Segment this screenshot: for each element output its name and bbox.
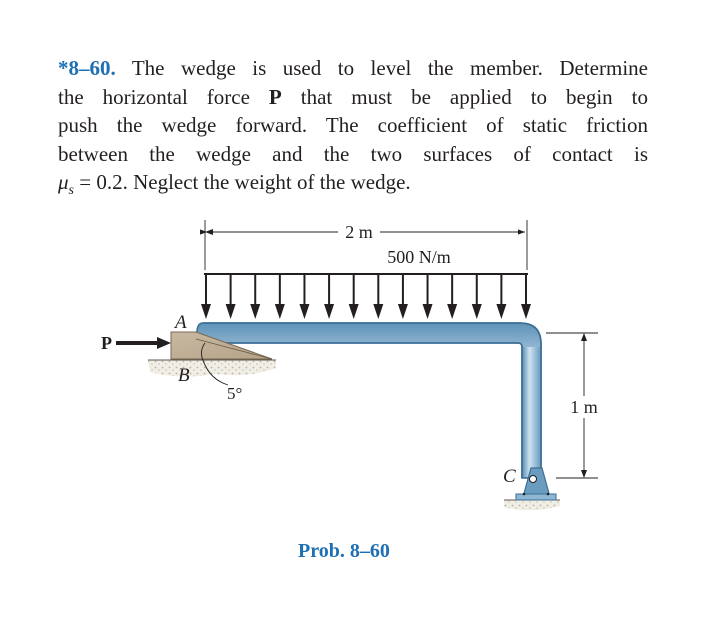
load-arrow-head bbox=[398, 304, 408, 319]
problem-number: *8–60. bbox=[58, 56, 116, 80]
problem-line-4: between the wedge and the two surfaces of contact is bbox=[58, 141, 648, 166]
friction-subscript: s bbox=[68, 183, 74, 199]
load-arrow-head bbox=[521, 304, 531, 319]
load-arrow-head bbox=[472, 304, 482, 319]
load-label: 500 N/m bbox=[387, 247, 451, 267]
load-arrow-head bbox=[250, 304, 260, 319]
load-arrow-head bbox=[447, 304, 457, 319]
load-arrow-head bbox=[324, 304, 334, 319]
friction-symbol: μ bbox=[58, 170, 69, 194]
load-arrow-head bbox=[349, 304, 359, 319]
force-symbol: P bbox=[268, 84, 282, 109]
angle-label: 5° bbox=[227, 384, 243, 403]
pin-support bbox=[503, 466, 560, 510]
load-arrow-head bbox=[373, 304, 383, 319]
load-arrow-head bbox=[275, 304, 285, 319]
load-arrow-head bbox=[299, 304, 309, 319]
point-b-label: B bbox=[178, 365, 190, 386]
problem-text-2a: the horizontal force bbox=[58, 84, 269, 109]
problem-text-2b: that must be applied to begin to bbox=[281, 84, 649, 109]
point-a-label: A bbox=[175, 312, 187, 333]
ground-left bbox=[148, 360, 276, 377]
problem-line-3: push the wedge forward. The coefficient of static friction bbox=[58, 113, 648, 137]
force-arrow bbox=[101, 333, 171, 353]
length-dimension bbox=[205, 220, 527, 270]
load-arrow-head bbox=[496, 304, 506, 319]
figure-caption: Prob. 8–60 bbox=[298, 540, 390, 562]
height-dimension bbox=[546, 333, 598, 478]
distributed-load bbox=[201, 247, 531, 319]
load-arrows bbox=[201, 275, 531, 319]
height-label: 1 m bbox=[570, 397, 598, 417]
problem-text-5: = 0.2. Neglect the weight of the wedge. bbox=[74, 170, 411, 194]
load-arrow-head bbox=[423, 304, 433, 319]
frame-member bbox=[197, 323, 541, 478]
force-label: P bbox=[101, 333, 112, 353]
point-c-label: C bbox=[503, 466, 516, 487]
load-arrow-head bbox=[226, 304, 236, 319]
problem-text-1: The wedge is used to level the member. Determine bbox=[115, 56, 648, 80]
length-label: 2 m bbox=[345, 222, 373, 242]
load-arrow-head bbox=[201, 304, 211, 319]
